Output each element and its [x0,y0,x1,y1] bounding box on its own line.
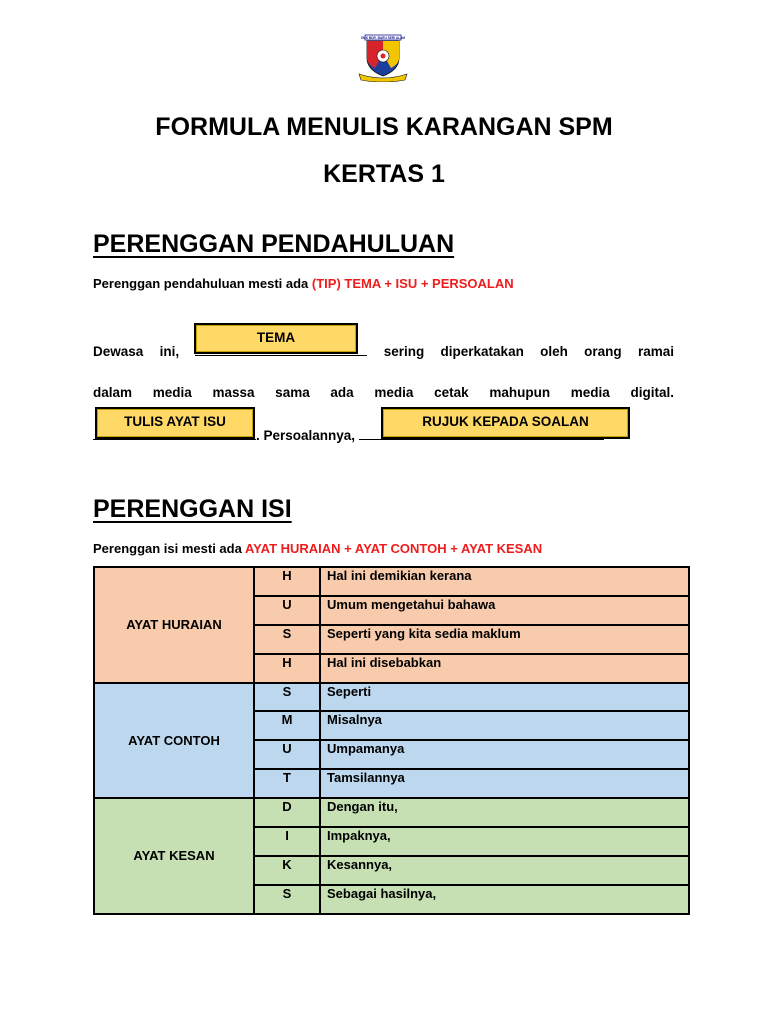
isi-intro [93,541,542,556]
line1-start: Dewasa ini, [93,344,180,359]
phrase-cell: Misalnya [320,711,689,740]
letter-cell: S [254,683,320,712]
letter-cell: T [254,769,320,798]
blank-isu [93,429,256,440]
phrase-cell: Seperti [320,683,689,712]
line3-mid: . Persoalannya, [256,428,356,443]
group-label-huraian: AYAT HURAIAN [94,567,254,683]
school-crest-logo [357,34,409,82]
letter-cell: H [254,654,320,683]
table-row [94,567,689,596]
heading-isi: PERENGGAN ISI [93,495,292,523]
box-soalan: RUJUK KEPADA SOALAN [381,407,630,439]
blank-soalan [359,429,604,440]
letter-cell: H [254,567,320,596]
box-isu: TULIS AYAT ISU [95,407,255,439]
table-row [94,683,689,712]
table-row [94,798,689,827]
phrase-cell: Dengan itu, [320,798,689,827]
isi-formula-table [93,566,690,915]
phrase-cell: Hal ini disebabkan [320,654,689,683]
box-tema: TEMA [194,323,358,354]
heading-pendahuluan: PERENGGAN PENDAHULUAN [93,230,455,258]
phrase-cell: Tamsilannya [320,769,689,798]
pendahuluan-intro [93,276,514,291]
document-subtitle: KERTAS 1 [323,160,445,188]
letter-cell: S [254,625,320,654]
phrase-cell: Hal ini demikian kerana [320,567,689,596]
letter-cell: U [254,596,320,625]
phrase-cell: Umpamanya [320,740,689,769]
letter-cell: D [254,798,320,827]
isi-intro-highlight: AYAT HURAIAN + AYAT CONTOH + AYAT KESAN [244,541,543,556]
phrase-cell: Umum mengetahui bahawa [320,596,689,625]
svg-text:SMK BDR. BARU SERI ALAM: SMK BDR. BARU SERI ALAM [360,36,406,40]
group-label-kesan: AYAT KESAN [94,798,254,914]
phrase-cell: Seperti yang kita sedia maklum [320,625,689,654]
phrase-cell: Kesannya, [320,856,689,885]
pendahuluan-line-3 [93,428,604,443]
intro-text: Perenggan pendahuluan mesti ada [93,276,312,291]
intro-highlight: (TIP) TEMA + ISU + PERSOALAN [311,276,514,291]
group-label-contoh: AYAT CONTOH [94,683,254,799]
letter-cell: U [254,740,320,769]
pendahuluan-line-2: dalam media massa sama ada media cetak mahupun media digital. [93,385,674,400]
isi-intro-text: Perenggan isi mesti ada [93,541,245,556]
document-title: FORMULA MENULIS KARANGAN SPM [155,113,613,141]
letter-cell: M [254,711,320,740]
blank-tema [195,345,367,356]
phrase-cell: Impaknya, [320,827,689,856]
letter-cell: S [254,885,320,914]
letter-cell: I [254,827,320,856]
pendahuluan-line-1 [93,344,674,359]
line1-end: sering diperkatakan oleh orang ramai [383,344,674,359]
phrase-cell: Sebagai hasilnya, [320,885,689,914]
letter-cell: K [254,856,320,885]
